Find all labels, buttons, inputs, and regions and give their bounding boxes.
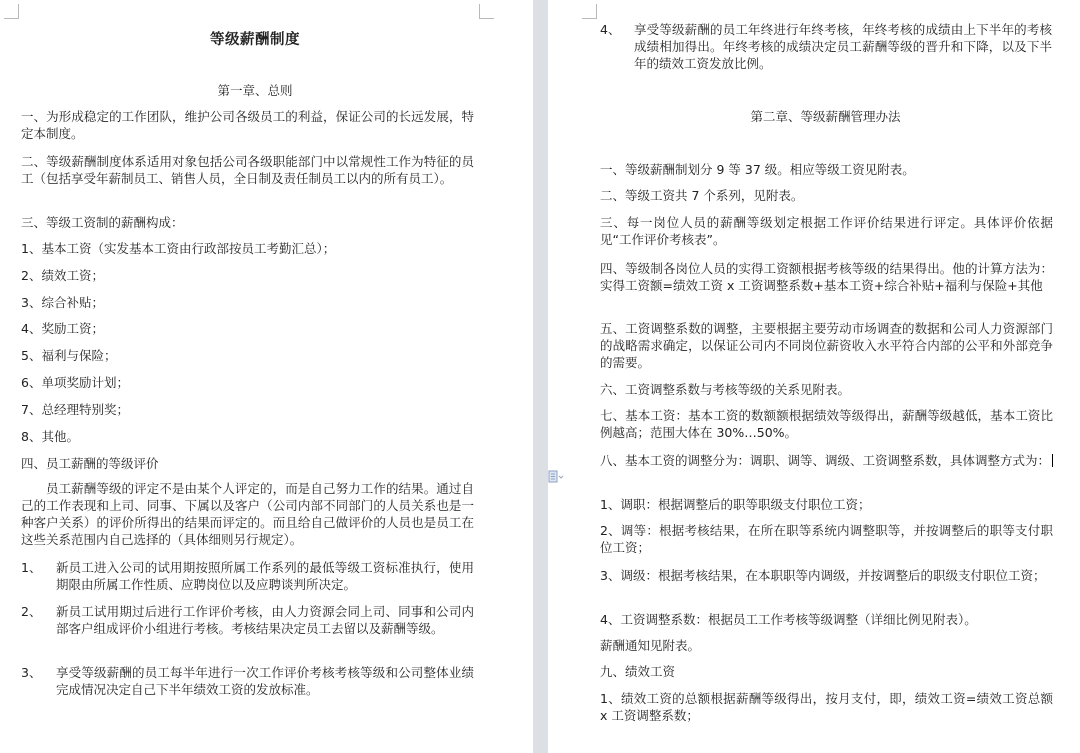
- list-item: 4、奖励工资；: [21, 321, 104, 336]
- paragraph-layout-icon: [548, 470, 564, 484]
- paragraph-text: 八、基本工资的调整分为：调职、调等、调级、工资调整系数，具体调整方式为：: [600, 453, 1051, 468]
- paragraph-with-cursor[interactable]: [600, 452, 1053, 469]
- list-text: 享受等级薪酬的员工年终进行年终考核，年终考核的成绩由上下半年的考核成绩相加得出。年终考核的成绩决定员工薪酬等级的晋升和下降，以及下半年的绩效工资发放比例。: [634, 22, 1052, 71]
- list-item: 2、绩效工资；: [21, 268, 104, 283]
- paragraph: 三、每一岗位人员的薪酬等级划定根据工作评价结果进行评定。具体评价依据见“工作评价考核表”。: [600, 215, 1053, 247]
- section-heading: 九、绩效工资: [600, 664, 676, 679]
- section-heading: 四、员工薪酬的等级评价: [21, 456, 159, 471]
- text-cursor: [1052, 454, 1053, 467]
- paragraph: 二、等级薪酬制度体系适用对象包括公司各级职能部门中以常规性工作为特征的员工（包括享受年薪制员工、销售人员，全日制及责任制员工以内的所有员工）。: [21, 154, 474, 186]
- paragraph: 1、调职：根据调整后的职等职级支付职位工资；: [600, 497, 871, 512]
- paragraph-layout-icon[interactable]: [548, 469, 564, 483]
- paragraph: 四、等级制各岗位人员的实得工资额根据考核等级的结果得出。他的计算方法为：实得工资额=绩效工资 x 工资调整系数+基本工资+综合补贴+福利与保险+其他: [600, 261, 1053, 293]
- list-item: 5、福利与保险；: [21, 348, 117, 363]
- paragraph: 六、工资调整系数与考核等级的关系见附表。: [600, 382, 851, 397]
- list-text: 新员工进入公司的试用期按照所属工作系列的最低等级工资标准执行，使用期限由所属工作性质、应聘岗位以及应聘谈判所决定。: [56, 560, 474, 592]
- paragraph: 三、等级工资制的薪酬构成：: [21, 215, 184, 230]
- paragraph: 二、等级工资共 7 个系列，见附表。: [600, 188, 804, 203]
- list-item: 8、其他。: [21, 429, 79, 444]
- page-corner-mark: [479, 4, 494, 19]
- list-number: 4、: [600, 22, 621, 37]
- list-item: 6、单项奖励计划；: [21, 375, 129, 390]
- page-gap: [533, 0, 548, 753]
- paragraph: 员工薪酬等级的评定不是由某个人评定的，而是自己努力工作的结果。通过自己的工作表现和上司、同事、下属以及客户（公司内部不同部门的人员关系也是一种客户关系）的评价所得出的结果而评定的。而且给自己做评价的人员也是员工在这些关系范围内自己选择的（具体细则另行规定）。: [21, 481, 474, 547]
- document-page-right: [548, 0, 1080, 753]
- chapter-heading: 第二章、等级薪酬管理办法: [750, 109, 901, 124]
- paragraph: 4、工资调整系数：根据员工工作考核等级调整（详细比例见附表）。: [600, 612, 977, 627]
- paragraph: 一、为形成稳定的工作团队，维护公司各级员工的利益，保证公司的长远发展，特定本制度。: [21, 109, 474, 141]
- page-corner-mark: [4, 4, 19, 19]
- chapter-heading: 第一章、总则: [217, 83, 293, 98]
- paragraph: 七、基本工资：基本工资的数额额根据绩效等级得出，薪酬等级越低，基本工资比例越高；范围大体在 30%…50%。: [600, 408, 1053, 440]
- paragraph: 薪酬通知见附表。: [600, 638, 701, 653]
- list-number: 3、: [21, 665, 42, 680]
- list-item: 3、综合补贴；: [21, 295, 104, 310]
- list-number: 1、: [21, 560, 42, 575]
- paragraph: 3、调级：根据考核结果，在本职职等内调级，并按调整后的职级支付职位工资；: [600, 568, 1046, 583]
- paragraph: 一、等级薪酬制划分 9 等 37 级。相应等级工资见附表。: [600, 162, 915, 177]
- paragraph: 五、工资调整系数的调整，主要根据主要劳动市场调查的数据和公司人力资源部门的战略需求确定，以保证公司内不同岗位薪资收入水平符合内部的公平和外部竞争的需要。: [600, 321, 1053, 370]
- list-number: 2、: [21, 604, 42, 619]
- list-item: 7、总经理特别奖；: [21, 402, 129, 417]
- document-page-left: [0, 0, 533, 753]
- page-corner-mark: [582, 4, 597, 19]
- paragraph: 1、绩效工资的总额根据薪酬等级得出，按月支付，即，绩效工资=绩效工资总额 x 工资调整系数；: [600, 691, 1053, 723]
- list-text: 享受等级薪酬的员工每半年进行一次工作评价考核考核等级和公司整体业绩完成情况决定自己下半年绩效工资的发放标准。: [56, 665, 474, 697]
- list-text: 新员工试用期过后进行工作评价考核，由人力资源会同上司、同事和公司内部客户组成评价小组进行考核。考核结果决定员工去留以及薪酬等级。: [56, 604, 474, 636]
- document-title: 等级薪酬制度: [210, 32, 300, 48]
- paragraph: 2、调等：根据考核结果，在所在职等系统内调整职等，并按调整后的职等支付职位工资；: [600, 523, 1053, 555]
- list-item: 1、基本工资（实发基本工资由行政部按员工考勤汇总）；: [21, 241, 336, 256]
